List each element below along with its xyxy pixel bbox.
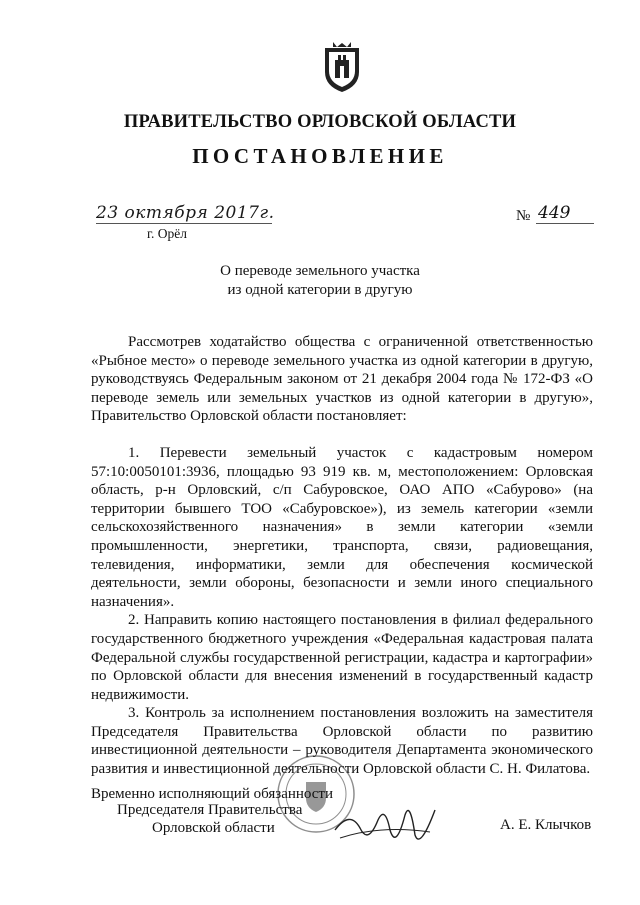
number-label: №	[516, 208, 531, 224]
signer-name: А. Е. Клычков	[500, 817, 592, 833]
handwritten-signature	[330, 790, 440, 860]
signatory-position-line-3: Орловской области	[152, 820, 275, 836]
government-title: ПРАВИТЕЛЬСТВО ОРЛОВСКОЙ ОБЛАСТИ	[123, 112, 517, 132]
document-city: г. Орёл	[147, 226, 187, 241]
document-body	[91, 333, 593, 779]
number-underline	[536, 223, 594, 224]
coat-of-arms-emblem	[321, 42, 363, 94]
subject-line-1: О переводе земельного участка	[220, 263, 420, 279]
intro-paragraph: Рассмотрев ходатайство общества с ограниченной ответственностью «Рыбное место» о переводе земельного участка из одной категории в другую, руководствуясь Федеральным законом от 21 декабря 2004 года № 172-ФЗ «О переводе земель или земельных участков из одной категории в другую», Правительство Орловской области постановляет:	[91, 334, 593, 425]
item-2-paragraph: 2. Направить копию настоящего постановления в филиал федерального государственного бюджетного учреждения «Федеральная кадастровая палата Федеральной службы государственной регистрации, кадастра и картографии» по Орловской области для внесения изменений в государственный кадастр недвижимости.	[91, 612, 593, 703]
document-subject	[0, 262, 640, 300]
date-underline	[96, 223, 272, 224]
signatory-position-line-2: Председателя Правительства	[117, 802, 303, 818]
item-1-paragraph: 1. Перевести земельный участок с кадастровым номером 57:10:0050101:3936, площадью 93 919 кв. м, местоположением: Орловская область, р-н Орловский, с/п Сабуровское, ОАО АПО «Сабурово» (на территории бывшего ТОО «Сабуровское»), из земель категории «земли сельскохозяйственного назначения» в земли категории «земли промышленности, энергетики, транспорта, связи, радиовещания, телевидения, информатики, земли для обеспечения космической деятельности, земли обороны, безопасности и земли иного специального назначения».	[91, 444, 593, 610]
document-number: 449	[538, 203, 571, 223]
subject-line-2: из одной категории в другую	[227, 282, 413, 298]
document-date: 23 октября 2017г.	[96, 203, 275, 223]
signatory-position-line-1: Временно исполняющий обязанности	[91, 786, 334, 802]
document-type-title: ПОСТАНОВЛЕНИЕ	[192, 144, 448, 168]
item-3-paragraph: 3. Контроль за исполнением постановления возложить на заместителя Председателя Правительства Орловской области по развитию инвестиционной деятельности – руководителя Департамента экономического развития и инвестиционной деятельности Орловской области С. Н. Филатова.	[91, 705, 593, 778]
